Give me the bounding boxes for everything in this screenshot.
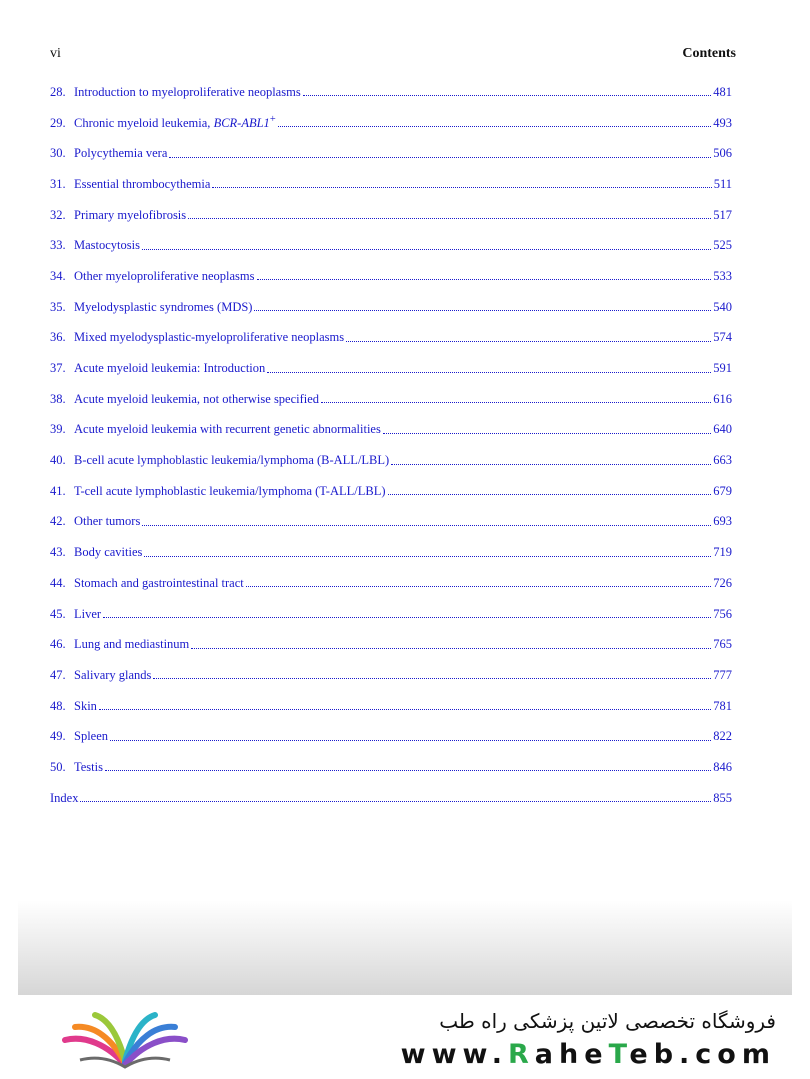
toc-entry-page: 726 <box>713 575 732 590</box>
toc-entry-title <box>74 668 151 683</box>
toc-entry-number: 50. <box>50 759 66 774</box>
toc-entry-number: 33. <box>50 238 66 253</box>
toc-entry-title <box>74 699 97 714</box>
toc-entry[interactable] <box>50 230 732 261</box>
toc-entry-index[interactable] <box>50 783 732 814</box>
toc-entry[interactable] <box>50 292 732 323</box>
toc-entry-title <box>74 422 381 437</box>
toc-leader-dots <box>103 616 711 618</box>
toc-entry[interactable] <box>50 323 732 354</box>
store-url[interactable] <box>401 1039 776 1070</box>
toc-entry-title-text: Lung and mediastinum <box>74 637 190 652</box>
toc-entry-title-text: Testis <box>74 759 103 774</box>
toc-entry-title <box>74 300 252 315</box>
toc-entry[interactable] <box>50 691 732 722</box>
toc-entry-number: 29. <box>50 115 66 130</box>
toc-entry-title <box>74 269 255 284</box>
toc-entry-page: 663 <box>713 453 732 468</box>
toc-leader-dots <box>142 248 711 250</box>
toc-entry-page: 525 <box>713 238 732 253</box>
toc-entry-page: 540 <box>713 299 732 314</box>
toc-entry[interactable] <box>50 507 732 538</box>
toc-entry-title-text: Salivary glands <box>74 667 152 682</box>
toc-entry-title-text: Body cavities <box>74 545 143 560</box>
toc-entry-page: 781 <box>713 698 732 713</box>
toc-entry-title-text: B-cell acute lymphoblastic leukemia/lymphoma (B-ALL/LBL) <box>74 453 390 468</box>
toc-entry-title-text: Other tumors <box>74 514 141 529</box>
toc-entry-number: 39. <box>50 422 66 437</box>
toc-entry-page: 846 <box>713 759 732 774</box>
toc-entry[interactable] <box>50 721 732 752</box>
toc-entry-number: 31. <box>50 176 66 191</box>
toc-leader-dots <box>254 309 711 311</box>
toc-entry-page: 640 <box>713 422 732 437</box>
toc-entry-title-text: Myelodysplastic syndromes (MDS) <box>74 299 253 314</box>
toc-entry-title <box>74 453 389 468</box>
toc-leader-dots <box>80 800 711 802</box>
toc-leader-dots <box>257 278 712 280</box>
toc-entry-page: 493 <box>713 115 732 130</box>
toc-entry-number: 36. <box>50 330 66 345</box>
toc-entry[interactable] <box>50 752 732 783</box>
toc-leader-dots <box>144 555 711 557</box>
toc-entry-page: 517 <box>713 207 732 222</box>
toc-entry-number: 38. <box>50 391 66 406</box>
toc-entry-page: 756 <box>713 606 732 621</box>
toc-entry[interactable] <box>50 138 732 169</box>
toc-entry[interactable] <box>50 169 732 200</box>
toc-leader-dots <box>188 217 711 219</box>
toc-entry-title <box>74 177 210 192</box>
toc-entry[interactable] <box>50 108 732 139</box>
toc-entry-page: 533 <box>713 268 732 283</box>
toc-entry-page: 616 <box>713 391 732 406</box>
toc-entry-title <box>74 729 108 744</box>
toc-leader-dots <box>388 493 712 495</box>
toc-entry-title-text: Essential thrombocythemia <box>74 176 211 191</box>
toc-entry-title <box>74 637 189 652</box>
toc-entry-page: 719 <box>713 545 732 560</box>
toc-entry-page: 822 <box>713 729 732 744</box>
toc-leader-dots <box>278 125 712 127</box>
toc-entry[interactable] <box>50 476 732 507</box>
toc-entry-title-text: Liver <box>74 606 102 621</box>
toc-entry-title-text: Polycythemia vera <box>74 146 168 161</box>
toc-entry-page: 511 <box>713 176 732 191</box>
toc-index-title: Index <box>50 790 79 805</box>
toc-entry-title <box>74 760 103 775</box>
toc-entry[interactable] <box>50 384 732 415</box>
toc-leader-dots <box>246 585 712 587</box>
store-name-persian: فروشگاه تخصصی لاتین پزشکی راه طب <box>439 1009 776 1033</box>
toc-entry-number: 46. <box>50 637 66 652</box>
toc-entry-title-text: Chronic myeloid leukemia, <box>74 116 214 131</box>
toc-entry-title-text: Other myeloproliferative neoplasms <box>74 268 255 283</box>
toc-entry-number: 37. <box>50 361 66 376</box>
toc-entry-title-text: Acute myeloid leukemia with recurrent genetic abnormalities <box>74 422 381 437</box>
toc-entry[interactable] <box>50 629 732 660</box>
toc-entry-title-text: Primary myelofibrosis <box>74 207 187 222</box>
toc-entry[interactable] <box>50 537 732 568</box>
toc-entry-number: 35. <box>50 299 66 314</box>
toc-leader-dots <box>321 401 711 403</box>
toc-entry-title <box>74 330 344 345</box>
toc-entry[interactable] <box>50 77 732 108</box>
page-number: vi <box>50 46 61 61</box>
toc-entry-title-italic: BCR-ABL1 <box>213 116 270 131</box>
toc-leader-dots <box>267 371 711 373</box>
toc-entry[interactable] <box>50 660 732 691</box>
toc-entry-title <box>74 607 101 622</box>
toc-entry-page: 481 <box>713 84 732 99</box>
toc-leader-dots <box>153 677 711 679</box>
toc-entry-page: 574 <box>713 330 732 345</box>
toc-entry-number: 43. <box>50 545 66 560</box>
toc-entry-page: 591 <box>713 361 732 376</box>
store-footer-banner <box>0 995 810 1079</box>
toc-entry-page: 693 <box>713 514 732 529</box>
toc-entry-title <box>74 576 244 591</box>
toc-entry-number: 42. <box>50 514 66 529</box>
toc-entry-title-text: Acute myeloid leukemia: Introduction <box>74 361 266 376</box>
toc-entry[interactable] <box>50 200 732 231</box>
toc-entry-title <box>74 514 140 529</box>
toc-entry-title-text: T-cell acute lymphoblastic leukemia/lymphoma (T-ALL/LBL) <box>74 483 386 498</box>
toc-entry-title <box>74 545 142 560</box>
toc-entry[interactable] <box>50 568 732 599</box>
toc-leader-dots <box>105 769 711 771</box>
toc-entry-page: 777 <box>713 667 732 682</box>
toc-entry-title <box>74 238 140 253</box>
toc-entry-title-text: Stomach and gastrointestinal tract <box>74 575 244 590</box>
toc-leader-dots <box>142 524 711 526</box>
toc-entry-number: 47. <box>50 667 66 682</box>
toc-leader-dots <box>346 340 711 342</box>
toc-entry-number: 45. <box>50 606 66 621</box>
toc-entry-number: 30. <box>50 146 66 161</box>
url-letter-r: R <box>508 1039 535 1070</box>
toc-index-page: 855 <box>713 790 732 805</box>
toc-entry-title <box>74 208 186 223</box>
toc-entry[interactable] <box>50 445 732 476</box>
url-mid: ahe <box>534 1039 609 1070</box>
toc-entry-title <box>74 361 265 376</box>
page-bottom-shadow <box>18 900 792 995</box>
section-title: Contents <box>682 46 736 61</box>
toc-entry[interactable] <box>50 261 732 292</box>
toc-leader-dots <box>99 708 711 710</box>
toc-entry-title <box>74 392 319 407</box>
toc-leader-dots <box>169 156 711 158</box>
toc-entry-title-text: Mixed myelodysplastic-myeloproliferative neoplasms <box>74 330 345 345</box>
toc-leader-dots <box>191 647 711 649</box>
toc-entry-title-text: Mastocytosis <box>74 238 140 253</box>
toc-entry-title <box>74 484 386 499</box>
toc-entry[interactable] <box>50 353 732 384</box>
toc-entry-page: 506 <box>713 146 732 161</box>
toc-entry-title-text: Acute myeloid leukemia, not otherwise specified <box>74 391 320 406</box>
toc-entry-number: 28. <box>50 84 66 99</box>
toc-entry-title-superscript: + <box>269 114 276 126</box>
toc-entry-title-text: Skin <box>74 698 97 713</box>
toc-entry[interactable] <box>50 599 732 630</box>
toc-entry-number: 44. <box>50 575 66 590</box>
table-of-contents <box>50 77 732 814</box>
toc-entry-number: 32. <box>50 207 66 222</box>
url-letter-t: T <box>608 1039 630 1070</box>
toc-leader-dots <box>303 94 712 96</box>
open-book-logo-icon <box>60 1005 190 1071</box>
toc-entry-page: 679 <box>713 483 732 498</box>
toc-entry-title <box>74 146 167 161</box>
toc-leader-dots <box>212 186 711 188</box>
url-prefix: www. <box>400 1039 508 1070</box>
toc-entry-title-text: Introduction to myeloproliferative neoplasms <box>74 84 301 99</box>
toc-leader-dots <box>383 432 711 434</box>
toc-entry-number: 34. <box>50 268 66 283</box>
toc-leader-dots <box>110 739 711 741</box>
toc-entry-title <box>74 114 276 131</box>
toc-leader-dots <box>391 463 711 465</box>
toc-entry-number: 49. <box>50 729 66 744</box>
toc-entry-title-text: Spleen <box>74 729 109 744</box>
toc-entry-page: 765 <box>713 637 732 652</box>
url-suffix: eb.com <box>629 1039 776 1070</box>
toc-entry-number: 40. <box>50 453 66 468</box>
toc-entry-title <box>74 85 301 100</box>
toc-entry[interactable] <box>50 415 732 446</box>
toc-entry-number: 41. <box>50 483 66 498</box>
toc-entry-number: 48. <box>50 698 66 713</box>
